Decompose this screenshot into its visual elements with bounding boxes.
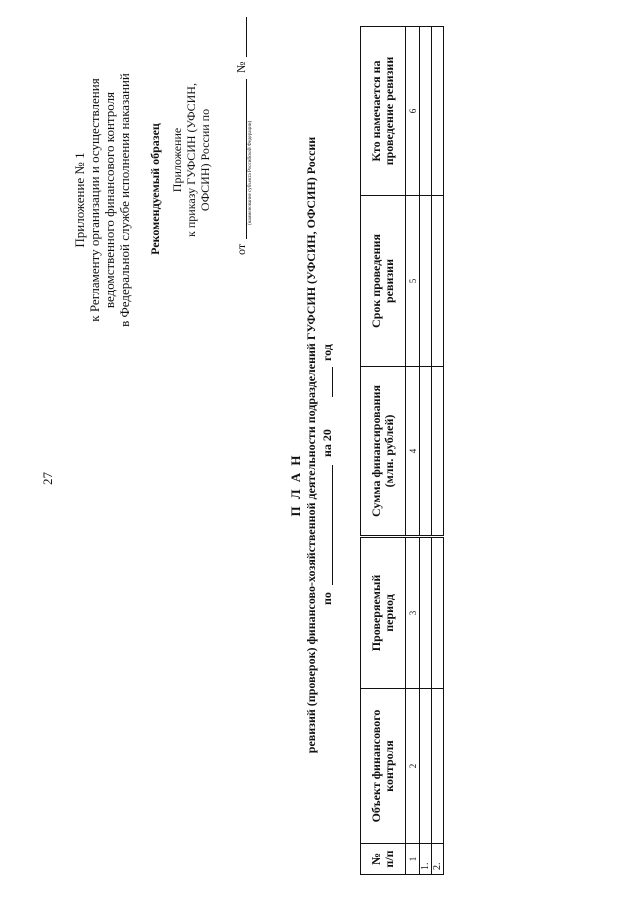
table-cell	[432, 27, 444, 196]
plan-period-row	[320, 305, 336, 605]
po-label: по	[320, 592, 334, 605]
header-amount: Сумма финансирования (млн. рублей)	[361, 367, 406, 537]
annex-line: в Федеральной службе исполнения наказаний	[117, 73, 132, 327]
column-number: 4	[406, 367, 420, 537]
number-label: №	[234, 61, 248, 73]
order-annex-line: к приказу ГУФСИН (УФСИН,	[184, 83, 198, 237]
column-number: 6	[406, 27, 420, 196]
column-number-row	[406, 27, 420, 875]
from-label: от	[234, 243, 248, 255]
column-number: 1	[406, 844, 420, 875]
header-number: № п/п	[361, 844, 406, 875]
table-cell	[432, 689, 444, 844]
year-blank-line	[332, 367, 333, 397]
table-cell	[420, 689, 432, 844]
table-cell	[432, 537, 444, 689]
annex-line: ведомственного финансового контроля	[102, 91, 117, 309]
order-date-row	[232, 15, 252, 255]
table-cell	[420, 367, 432, 537]
po-blank-line	[332, 465, 333, 585]
table-cell	[420, 196, 432, 367]
header-responsible: Кто намечается на проведение ревизии	[361, 27, 406, 196]
year-suffix-label: год	[320, 344, 334, 361]
row-number: 2.	[432, 844, 444, 875]
column-number: 5	[406, 196, 420, 367]
header-deadline: Срок проведения ревизии	[361, 196, 406, 367]
number-blank-line	[246, 17, 247, 57]
header-period: Проверяемый период	[361, 537, 406, 689]
table-cell	[420, 27, 432, 196]
table-row	[420, 27, 432, 875]
column-number: 2	[406, 689, 420, 844]
recommended-sample-label: Рекомендуемый образец	[148, 123, 162, 255]
table-cell	[420, 537, 432, 689]
table-cell	[432, 196, 444, 367]
order-annex-line: ОФСИН) России по	[198, 108, 212, 212]
column-number: 3	[406, 537, 420, 689]
row-number: 1.	[420, 844, 432, 875]
year-prefix-label: на 20	[320, 429, 334, 457]
annex-line: к Регламенту организации и осуществления	[87, 78, 102, 322]
order-annex-block	[170, 35, 212, 285]
table-row	[432, 27, 444, 875]
date-blank-line	[246, 79, 247, 239]
plan-title: П Л А Н	[288, 453, 303, 517]
order-annex-title: Приложение	[170, 127, 184, 193]
table-cell	[432, 367, 444, 537]
regulation-annex-block	[72, 15, 132, 385]
audit-plan-table	[360, 26, 444, 875]
subject-caption: (наименование субъекта Российской Федерации)	[248, 120, 253, 225]
header-object: Объект финансового контроля	[361, 689, 406, 844]
annex-title: Приложение № 1	[72, 152, 87, 248]
table-header-row	[361, 27, 406, 875]
page-number: 27	[40, 472, 55, 485]
plan-subtitle: ревизий (проверок) финансово-хозяйственной деятельности подразделений ГУФСИН (УФСИН, ОФСИН) России	[304, 136, 318, 754]
